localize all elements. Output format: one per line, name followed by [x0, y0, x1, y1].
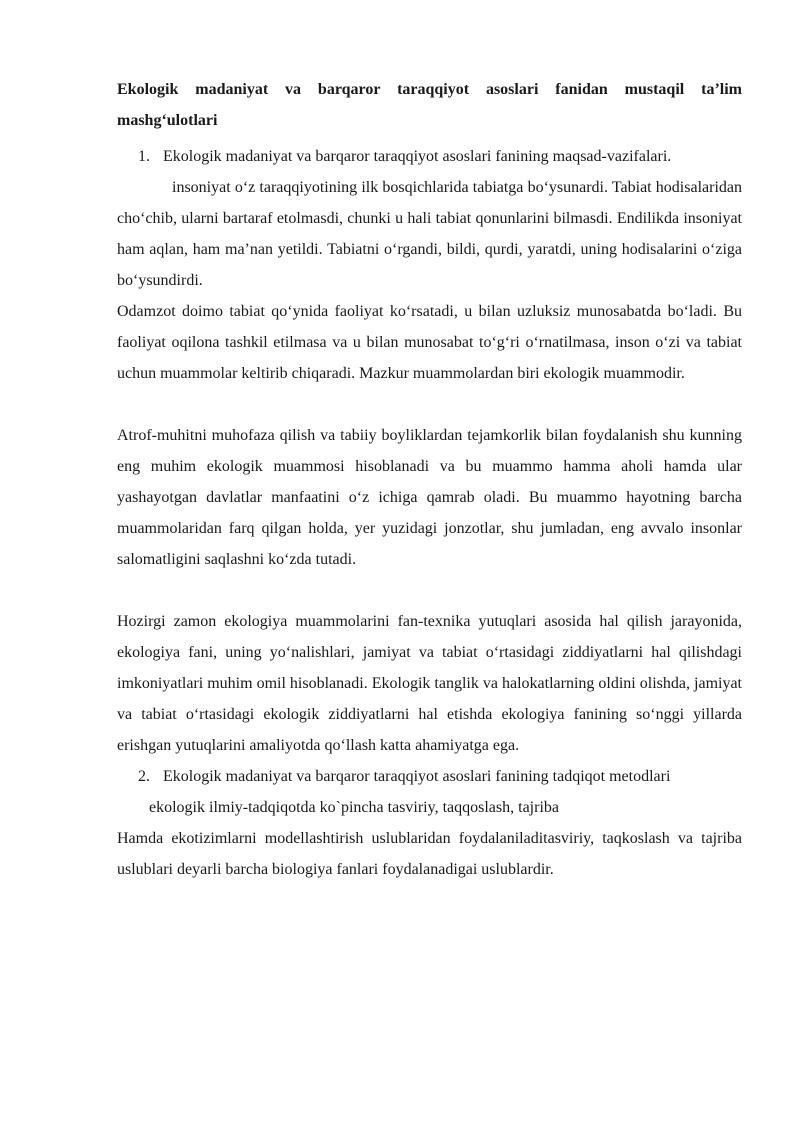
paragraph-4: Hozirgi zamon ekologiya muammolarini fan-texnika yutuqlari asosida hal qilish jarayonida, ekologiya fani, uning yo‘nalishlari, jamiyat va tabiat o‘rtasidagi ziddiyatlarni hal qilishdagi imkoniyatlari muhim omil hisoblanadi. Ekologik tanglik va halokatlarning oldini olishda, jamiyat va tabiat o‘rtasidagi ekologik ziddiyatlarni hal etishda ekologiya fanining so‘nggi yillarda erishgan yutuqlarini amaliyotda qo‘llash katta ahamiyatga ega. — [117, 613, 742, 754]
paragraph-5: ekologik ilmiy-tadqiqotda ko`pincha tasviriy, taqqoslash, tajriba — [149, 799, 559, 816]
blank-line — [117, 575, 742, 606]
section-number-1: 1. — [138, 148, 150, 165]
paragraph-1: insoniyat o‘z taraqqiyotining ilk bosqichlarida tabiatga bo‘ysunardi. Tabiat hodisalaridan cho‘chib, ularni bartaraf etolmasdi, chunki u hali tabiat qonunlarini bilmasdi. Endilikda insoniyat ham aqlan, ham ma’nan yetildi. Tabiatni o‘rgandi, bildi, qurdi, yaratdi, uning hodisalarini o‘ziga bo‘ysundirdi. — [117, 179, 742, 289]
paragraph-6: Hamda ekotizimlarni modellashtirish uslublaridan foydalaniladitasviriy, taqkoslash va tajriba uslublari deyarli barcha biologiya fanlari foydalanadigai uslublardir. — [117, 830, 742, 878]
section-heading-2 — [138, 761, 742, 792]
section-title-2: Ekologik madaniyat va barqaror taraqqiyot asoslari fanining tadqiqot metodlari — [163, 768, 671, 785]
section-title-1: Ekologik madaniyat va barqaror taraqqiyot asoslari fanining maqsad-vazifalari. — [163, 148, 672, 165]
document-title: Ekologik madaniyat va barqaror taraqqiyot asoslari fanidan mustaqil ta’lim mashg‘ulotlari — [117, 81, 742, 129]
paragraph-2: Odamzot doimo tabiat qo‘ynida faoliyat ko‘rsatadi, u bilan uzluksiz munosabatda bo‘ladi. Bu faoliyat oqilona tashkil etilmasa va u bilan munosabat to‘g‘ri o‘rnatilmasa, inson o‘zi va tabiat uchun muammolar keltirib chiqaradi. Mazkur muammolardan biri ekologik muammodir. — [117, 303, 742, 382]
blank-line — [117, 389, 742, 420]
section-heading-1 — [138, 141, 742, 172]
section-number-2: 2. — [138, 768, 150, 785]
paragraph-3: Atrof-muhitni muhofaza qilish va tabiiy boyliklardan tejamkorlik bilan foydalanish shu kunning eng muhim ekologik muammosi hisoblanadi va bu muammo hamma aholi hamda ular yashayotgan davlatlar manfaatini o‘z ichiga qamrab oladi. Bu muammo hayotning barcha muammolaridan farq qilgan holda, yer yuzidagi jonzotlar, shu jumladan, eng avvalo insonlar salomatligini saqlashni ko‘zda tutadi. — [117, 427, 742, 568]
document-page — [117, 74, 742, 885]
